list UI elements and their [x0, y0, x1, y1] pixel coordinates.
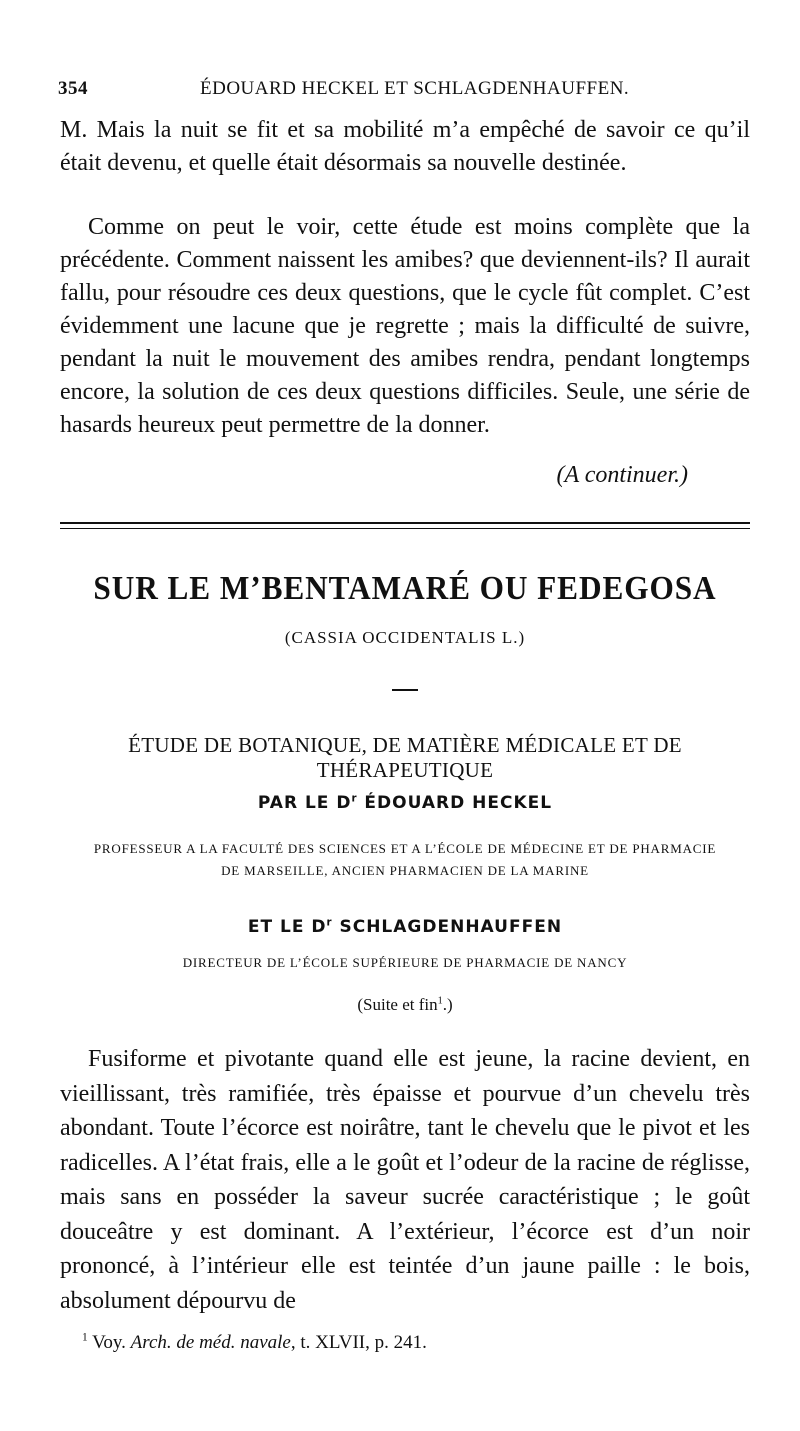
page-number: 354	[58, 78, 88, 99]
author-2-sup: r	[326, 917, 333, 929]
footnote-marker: 1	[82, 1331, 88, 1344]
author-1	[60, 793, 750, 813]
paragraph-1: M. Mais la nuit se fit et sa mobilité m’a empêché de savoir ce qu’il était devenu, et quelle était désormais sa nouvelle destinée.	[60, 117, 750, 176]
article-title: SUR LE M’BENTAMARÉ OU FEDEGOSA	[93, 570, 717, 607]
section-rule-thin	[60, 528, 750, 529]
footnote	[82, 1332, 427, 1354]
suite-note	[60, 995, 750, 1015]
affiliation-1	[60, 838, 750, 882]
footnote-rest: , t. XLVII, p. 241.	[290, 1332, 427, 1353]
author-2	[60, 917, 750, 937]
article-subtitle: ÉTUDE DE BOTANIQUE, DE MATIÈRE MÉDICALE ET DE THÉRAPEUTIQUE	[128, 733, 682, 782]
continuation-note: (A continuer.)	[556, 462, 688, 488]
footnote-prefix: Voy.	[87, 1332, 131, 1353]
section-rule	[60, 522, 750, 524]
suite-close: .)	[442, 995, 453, 1014]
author-2-name: SCHLAGDENHAUFFEN	[332, 917, 563, 937]
running-header	[60, 78, 750, 108]
affiliation-1-line-2: DE MARSEILLE, ANCIEN PHARMACIEN DE LA MARINE	[221, 863, 589, 878]
paragraph-2: Comme on peut le voir, cette étude est moins complète que la précédente. Comment naissent les amibes? que deviennent-ils? Il aurait fallu, pour résoudre ces deux questions, que le cycle fût complet. C’est évidemment une lacune que je regrette ; mais la difficulté de suivre, pendant la nuit le mouvement des amibes rendra, pendant longtemps encore, la solution de ces deux questions difficiles. Seule, une série de hasards heureux peut permettre de la donner.	[60, 214, 750, 438]
affiliation-2: DIRECTEUR DE L’ÉCOLE SUPÉRIEURE DE PHARMACIE DE NANCY	[182, 955, 628, 970]
author-1-name: ÉDOUARD HECKEL	[357, 793, 553, 813]
paragraph-3: Fusiforme et pivotante quand elle est jeune, la racine devient, en vieillissant, très ramifiée, très épaisse et pourvue d’un chevelu très abondant. Toute l’écorce est noirâtre, tant le chevelu que le pivot et les radicelles. A l’état frais, elle a le goût et l’odeur de la racine de réglisse, mais sans en posséder la saveur sucrée caractéristique ; le goût douceâtre y est dominant. A l’extérieur, l’écorce est d’un noir prononcé, à l’intérieur elle est teintée d’un jaune paille : le bois, absolument dépourvu de	[60, 1046, 750, 1314]
author-1-prefix: PAR LE D	[257, 793, 352, 813]
running-title: ÉDOUARD HECKEL ET SCHLAGDENHAUFFEN.	[200, 78, 630, 99]
latin-name: (CASSIA OCCIDENTALIS L.)	[284, 628, 526, 647]
author-1-sup: r	[351, 793, 358, 805]
affiliation-1-line-1: PROFESSEUR A LA FACULTÉ DES SCIENCES ET A L’ÉCOLE DE MÉDECINE ET DE PHARMACIE	[93, 841, 717, 856]
author-2-prefix: ET LE D	[247, 917, 327, 937]
suite-footnote-ref: 1	[437, 995, 443, 1007]
footnote-source: Arch. de méd. navale	[130, 1332, 291, 1353]
suite-text: (Suite et fin	[357, 995, 438, 1014]
title-divider	[392, 689, 418, 691]
